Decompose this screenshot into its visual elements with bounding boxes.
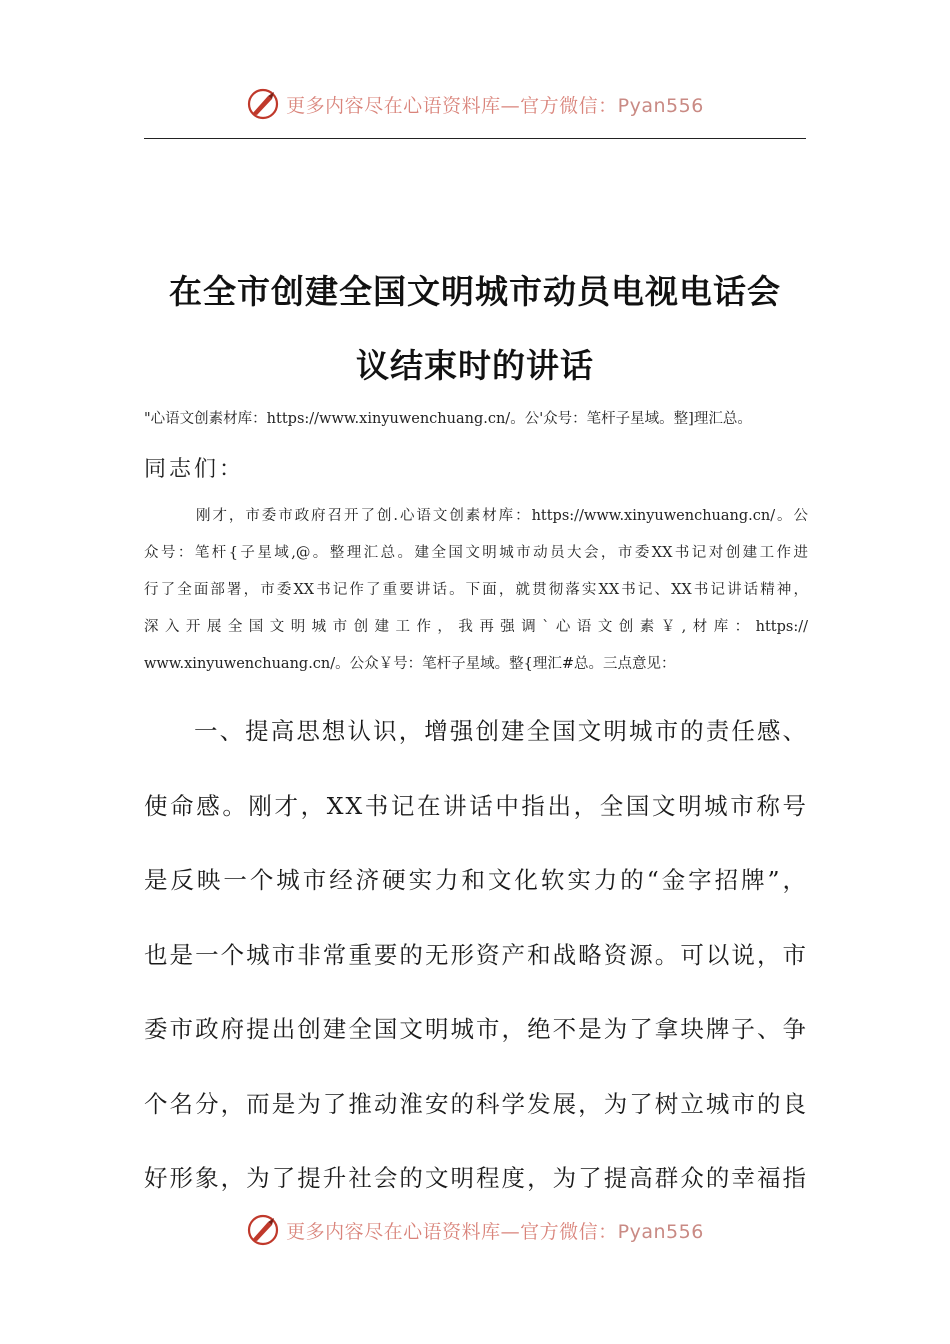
intro-line: www.xinyuwenchuang.cn/。公众￥号：笔杆子星域。整{理汇#总。三点意见： — [144, 656, 676, 672]
body-paragraph — [144, 694, 808, 1216]
intro-line: 行了全面部署，市委XX书记作了重要讲话。下面，就贯彻落实XX书记、XX书记讲话精神， — [144, 582, 808, 598]
body-line: 是反映一个城市经济硬实力和文化软实力的“金字招牌”， — [144, 866, 808, 894]
intro-line: 深入开展全国文明城市创建工作，我再强调`心语文创素￥,材库：https:// — [144, 619, 808, 635]
source-note: "心语文创素材库：https://www.xinyuwenchuang.cn/。公'众号：笔杆子星域。整]理汇总。 — [144, 411, 752, 427]
document-title-line-1: 在全市创建全国文明城市动员电视电话会 — [169, 272, 781, 311]
intro-line: 众号：笔杆{子星域,@。整理汇总。建全国文明城市动员大会，市委XX书记对创建工作进 — [144, 545, 808, 561]
intro-line: 刚才，市委市政府召开了创.心语文创素材库：https://www.xinyuwenchuang.cn/。公 — [196, 508, 808, 524]
banner-text: 更多内容尽在心语资料库—官方微信：Pyan556 — [286, 94, 704, 117]
body-line: 使命感。刚才，XX书记在讲话中指出，全国文明城市称号 — [144, 791, 808, 820]
intro-paragraph — [144, 498, 808, 683]
header-watermark-banner — [0, 84, 950, 124]
banner-text: 更多内容尽在心语资料库—官方微信：Pyan556 — [286, 1220, 704, 1243]
quill-logo-icon — [246, 87, 280, 121]
quill-logo-icon — [246, 1213, 280, 1247]
footer-watermark-banner — [0, 1210, 950, 1250]
body-line: 个名分，而是为了推动淮安的科学发展，为了树立城市的良 — [144, 1089, 808, 1118]
body-line: 一、提高思想认识，增强创建全国文明城市的责任感、 — [194, 717, 808, 745]
body-line: 好形象，为了提升社会的文明程度，为了提高群众的幸福指 — [144, 1164, 808, 1192]
document-title-line-2: 议结束时的讲话 — [356, 346, 594, 385]
wechat-id: Pyan556 — [617, 1220, 704, 1243]
wechat-id: Pyan556 — [617, 94, 704, 117]
header-divider — [144, 138, 806, 139]
body-line: 委市政府提出创建全国文明城市，绝不是为了拿块牌子、争 — [144, 1015, 808, 1043]
salutation: 同志们： — [144, 457, 245, 482]
body-line: 也是一个城市非常重要的无形资产和战略资源。可以说，市 — [144, 940, 808, 969]
